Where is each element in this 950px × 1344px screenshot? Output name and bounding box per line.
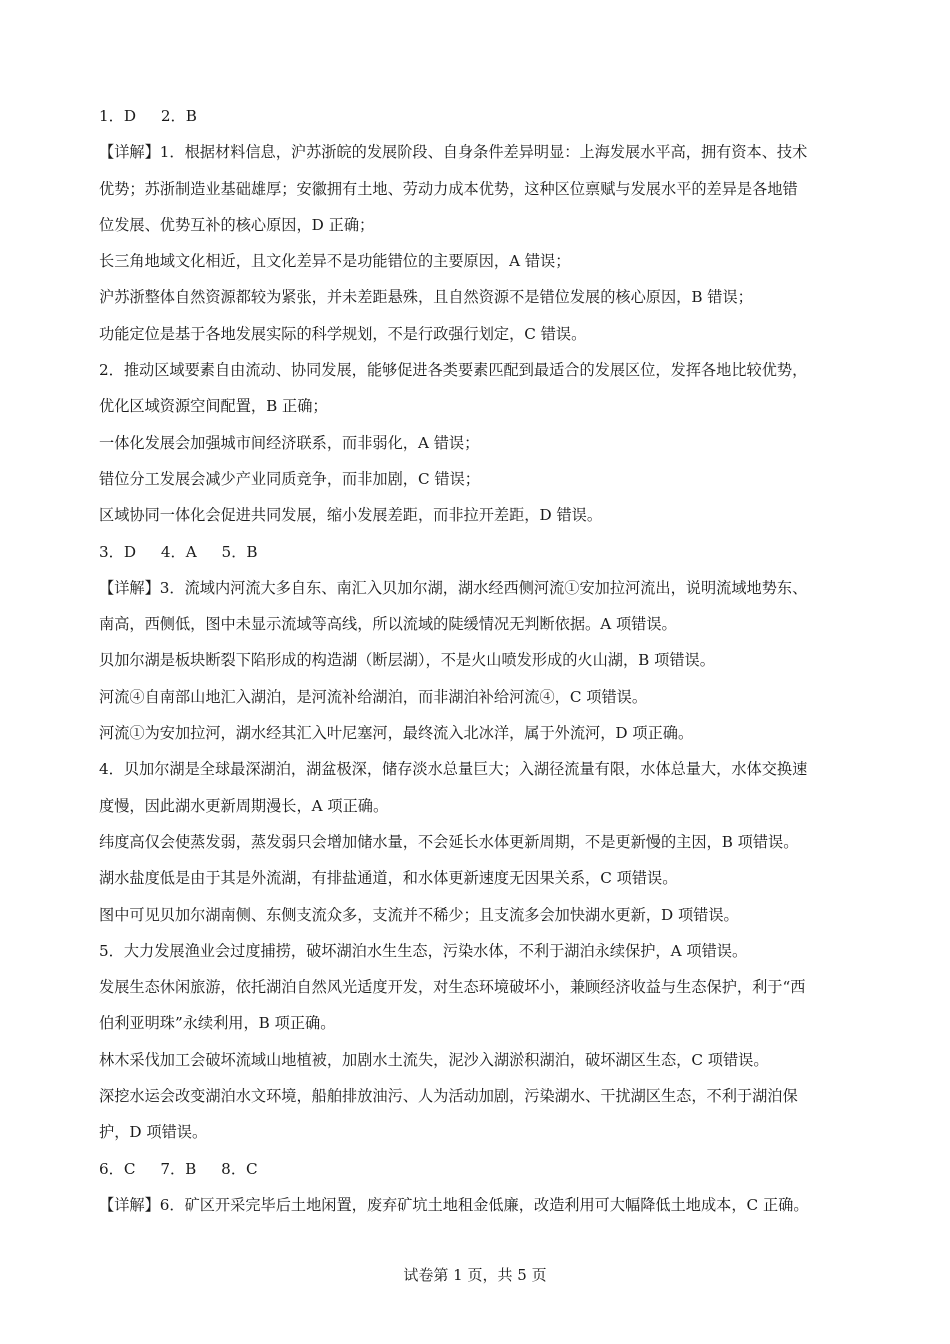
text-line: 优势；苏浙制造业基础雄厚；安徽拥有土地、劳动力成本优势，这种区位禀赋与发展水平的差异是各地错	[99, 179, 798, 198]
text-line: 4．贝加尔湖是全球最深湖泊，湖盆极深，储存淡水总量巨大；入湖径流量有限，水体总量大，水体交换速	[99, 760, 808, 779]
text-line: 河流④自南部山地汇入湖泊，是河流补给湖泊，而非湖泊补给河流④，C 项错误。	[99, 687, 648, 706]
text-line: 一体化发展会加强城市间经济联系，而非弱化，A 错误；	[99, 433, 480, 452]
text-line: 错位分工发展会减少产业同质竞争，而非加剧，C 错误；	[99, 469, 480, 488]
text-line: 发展生态休闲旅游，依托湖泊自然风光适度开发，对生态环境破坏小，兼顾经济收益与生态保护，利于“西	[99, 978, 806, 997]
text-line: 区域协同一体化会促进共同发展，缩小发展差距，而非拉开差距，D 错误。	[99, 506, 603, 525]
text-line: 度慢，因此湖水更新周期漫长，A 项正确。	[99, 796, 389, 815]
text-line: 长三角地域文化相近，且文化差异不是功能错位的主要原因，A 错误；	[99, 252, 571, 271]
text-line: 河流①为安加拉河，湖水经其汇入叶尼塞河，最终流入北冰洋，属于外流河，D 项正确。	[99, 724, 694, 743]
text-line: 【详解】1．根据材料信息，沪苏浙皖的发展阶段、自身条件差异明显：上海发展水平高，拥有资本、技术	[99, 143, 808, 162]
text-line: 位发展、优势互补的核心原因，D 正确；	[99, 215, 375, 234]
page-footer: 试卷第 1 页，共 5 页	[403, 1266, 547, 1284]
text-line: 6．C 7．B 8．C	[99, 1159, 258, 1178]
text-line: 2．推动区域要素自由流动、协同发展，能够促进各类要素匹配到最适合的发展区位，发挥各地比较优势，	[99, 361, 808, 380]
text-line: 纬度高仅会使蒸发弱，蒸发弱只会增加储水量，不会延长水体更新周期，不是更新慢的主因，B 项错误。	[99, 832, 799, 851]
text-line: 伯利亚明珠”永续利用，B 项正确。	[99, 1014, 336, 1033]
text-line: 湖水盐度低是由于其是外流湖，有排盐通道，和水体更新速度无因果关系，C 项错误。	[99, 869, 678, 888]
text-line: 沪苏浙整体自然资源都较为紧张，并未差距悬殊，且自然资源不是错位发展的核心原因，B 错误；	[99, 288, 753, 307]
text-line: 护，D 项错误。	[99, 1123, 208, 1142]
text-line: 贝加尔湖是板块断裂下陷形成的构造湖（断层湖），不是火山喷发形成的火山湖，B 项错误。	[99, 651, 715, 670]
text-line: 3．D 4．A 5．B	[99, 542, 258, 561]
text-line: 优化区域资源空间配置，B 正确；	[99, 397, 328, 416]
text-line: 深挖水运会改变湖泊水文环境，船舶排放油污、人为活动加剧，污染湖水、干扰湖区生态，不利于湖泊保	[99, 1087, 798, 1106]
text-line: 【详解】3．流域内河流大多自东、南汇入贝加尔湖，湖水经西侧河流①安加拉河流出，说明流域地势东、	[99, 578, 808, 597]
text-line: 1．D 2．B	[99, 107, 197, 125]
text-line: 功能定位是基于各地发展实际的科学规划，不是行政强行划定，C 错误。	[99, 324, 587, 343]
text-line: 林木采伐加工会破坏流域山地植被，加剧水土流失，泥沙入湖淤积湖泊，破坏湖区生态，C 项错误。	[99, 1050, 769, 1069]
text-line: 南高，西侧低，图中未显示流域等高线，所以流域的陡缓情况无判断依据。A 项错误。	[99, 615, 677, 634]
text-line: 图中可见贝加尔湖南侧、东侧支流众多，支流并不稀少；且支流多会加快湖水更新，D 项错误。	[99, 905, 739, 924]
answer-explanation-body	[99, 98, 859, 1223]
text-line: 【详解】6．矿区开采完毕后土地闲置，废弃矿坑土地租金低廉，改造利用可大幅降低土地成本，C 正确。	[99, 1195, 809, 1214]
text-line: 5．大力发展渔业会过度捕捞，破坏湖泊水生生态，污染水体，不利于湖泊永续保护，A 项错误。	[99, 941, 748, 960]
